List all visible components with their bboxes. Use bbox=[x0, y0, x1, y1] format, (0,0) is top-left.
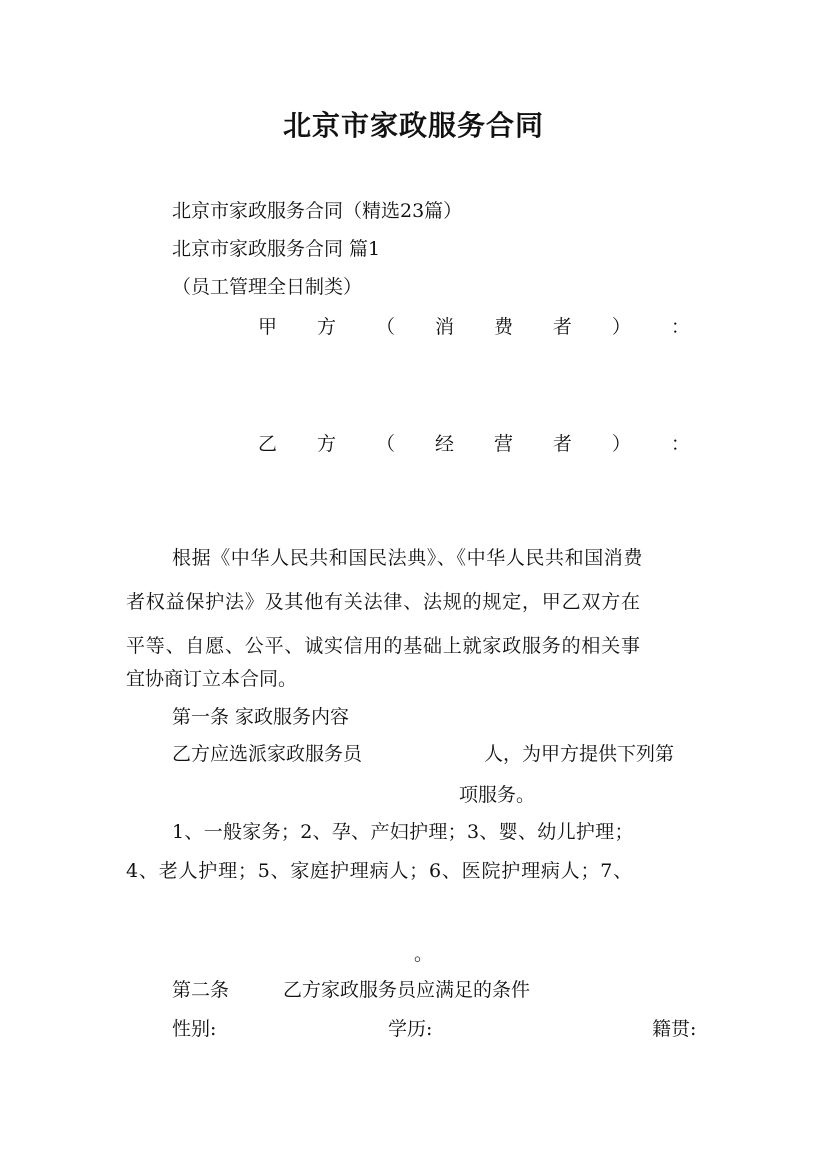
party-b-char: 营 bbox=[493, 433, 513, 455]
party-b-label bbox=[258, 432, 690, 456]
party-a-char: ） bbox=[611, 316, 631, 338]
education-label: 学历: bbox=[388, 1018, 433, 1040]
preamble-line: 者权益保护法》及其他有关法律、法规的规定，甲乙双方在 bbox=[126, 591, 641, 613]
origin-label: 籍贯: bbox=[652, 1018, 697, 1040]
service-items-line: 1、一般家务；2、孕、产妇护理；3、婴、幼儿护理； bbox=[172, 821, 634, 843]
party-a-char: ： bbox=[670, 316, 690, 338]
party-b-char: 方 bbox=[316, 433, 336, 455]
document-title: 北京市家政服务合同 bbox=[282, 109, 544, 142]
preamble-line: 平等、自愿、公平、诚实信用的基础上就家政服务的相关事 bbox=[126, 635, 641, 657]
article-1-line-left: 乙方应选派家政服务员 bbox=[172, 743, 363, 765]
preamble-line: 根据《中华人民共和国民法典》、《中华人民共和国消费 bbox=[172, 547, 644, 569]
party-b-char: 者 bbox=[552, 433, 572, 455]
selected-subtitle: 北京市家政服务合同（精选23篇） bbox=[172, 200, 463, 222]
service-items-line: 4、老人护理；5、家庭护理病人；6、医院护理病人；7、 bbox=[126, 860, 633, 882]
party-a-label bbox=[258, 315, 690, 339]
article-1-heading: 第一条 家政服务内容 bbox=[172, 706, 350, 728]
article-2-heading: 乙方家政服务员应满足的条件 bbox=[283, 979, 531, 1001]
preamble-line: 宜协商订立本合同。 bbox=[126, 668, 298, 690]
party-a-char: 费 bbox=[493, 316, 513, 338]
party-a-char: （ bbox=[375, 316, 395, 338]
party-b-char: ： bbox=[670, 433, 690, 455]
article-1-line-right: 人，为甲方提供下列第 bbox=[484, 743, 675, 765]
service-items-end-mark: 。 bbox=[414, 943, 434, 965]
article-2-label: 第二条 bbox=[172, 979, 230, 1001]
party-b-char: 经 bbox=[434, 433, 454, 455]
party-a-char: 者 bbox=[552, 316, 572, 338]
party-b-char: （ bbox=[375, 433, 395, 455]
party-a-char: 甲 bbox=[258, 316, 278, 338]
party-a-char: 消 bbox=[434, 316, 454, 338]
party-b-char: 乙 bbox=[258, 433, 278, 455]
party-b-char: ） bbox=[611, 433, 631, 455]
category-label: （员工管理全日制类） bbox=[172, 276, 363, 298]
gender-label: 性别: bbox=[172, 1018, 217, 1040]
article-1-service-suffix: 项服务。 bbox=[459, 784, 536, 806]
part-label: 北京市家政服务合同 篇1 bbox=[172, 238, 381, 260]
party-a-char: 方 bbox=[316, 316, 336, 338]
